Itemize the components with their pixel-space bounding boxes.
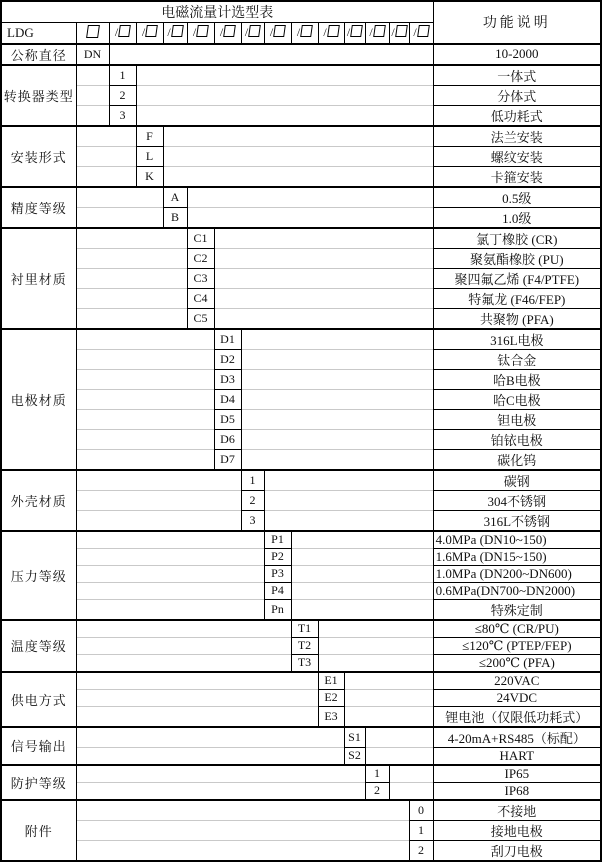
gap-cell	[76, 654, 291, 672]
slot-slash: /	[114, 25, 119, 40]
gap-cell	[291, 599, 433, 620]
category-label: 转换器类型	[1, 65, 76, 126]
code-cell: L	[136, 146, 163, 166]
gap-cell	[318, 654, 433, 672]
category-label: 精度等级	[1, 187, 76, 228]
function-cell: 24VDC	[433, 689, 601, 706]
table-row	[1, 820, 601, 840]
table-row	[1, 782, 601, 800]
gap-cell	[76, 672, 318, 690]
code-cell: 2	[365, 782, 389, 800]
gap-cell	[76, 765, 365, 783]
table-body	[1, 44, 601, 861]
code-cell: 3	[241, 510, 264, 531]
function-cell: 聚四氟乙烯 (F4/PTFE)	[433, 268, 601, 288]
gap-cell	[76, 800, 409, 821]
table-row	[1, 510, 601, 531]
code-cell: D4	[214, 389, 241, 409]
table-row	[1, 146, 601, 166]
gap-cell	[76, 689, 318, 706]
code-cell: D6	[214, 429, 241, 449]
function-cell: 220VAC	[433, 672, 601, 690]
gap-cell	[241, 429, 433, 449]
code-cell: D5	[214, 409, 241, 429]
gap-cell	[264, 510, 433, 531]
table-row	[1, 65, 601, 86]
function-cell: 氯丁橡胶 (CR)	[433, 228, 601, 249]
code-cell: P2	[264, 548, 291, 565]
function-cell: 特氟龙 (F46/FEP)	[433, 288, 601, 308]
code-cell: T2	[291, 637, 318, 654]
category-label: 公称直径	[1, 44, 76, 65]
gap-cell	[76, 565, 264, 582]
function-cell: IP65	[433, 765, 601, 783]
code-cell: E2	[318, 689, 344, 706]
model-slot-cell	[409, 23, 433, 44]
table-row	[1, 747, 601, 765]
model-box-cell	[76, 23, 109, 44]
model-box-icon	[86, 25, 100, 38]
gap-cell	[76, 187, 163, 208]
function-cell: 10-2000	[433, 44, 601, 65]
model-slot-cell	[291, 23, 318, 44]
model-slot-cell	[187, 23, 214, 44]
code-cell: T3	[291, 654, 318, 672]
code-cell: 2	[241, 490, 264, 510]
category-label: 电极材质	[1, 329, 76, 470]
model-slot-box-icon	[273, 25, 286, 37]
gap-cell	[389, 765, 433, 783]
table-row	[1, 565, 601, 582]
gap-cell	[365, 747, 433, 765]
code-cell: C2	[187, 248, 214, 268]
slot-slash: /	[219, 25, 224, 40]
gap-cell	[76, 582, 264, 599]
function-cell: ≤120℃ (PTEP/FEP)	[433, 637, 601, 654]
gap-cell	[214, 268, 433, 288]
model-slot-box-icon	[300, 25, 313, 37]
gap-cell	[76, 308, 187, 329]
gap-cell	[163, 146, 433, 166]
model-slot-box-icon	[395, 25, 408, 37]
gap-cell	[291, 531, 433, 549]
code-cell: 1	[241, 470, 264, 491]
slot-slash: /	[141, 25, 146, 40]
code-cell: E1	[318, 672, 344, 690]
slot-slash: /	[269, 25, 274, 40]
table-row	[1, 166, 601, 187]
gap-cell	[365, 727, 433, 748]
function-column-header: 功能说明	[433, 1, 601, 44]
slot-slash: /	[391, 25, 395, 40]
model-slot-cell	[214, 23, 241, 44]
category-label: 安装形式	[1, 126, 76, 187]
gap-cell	[344, 689, 433, 706]
gap-cell	[241, 409, 433, 429]
gap-cell	[76, 126, 136, 147]
function-cell: 304不锈钢	[433, 490, 601, 510]
function-cell: 接地电极	[433, 820, 601, 840]
gap-cell	[214, 308, 433, 329]
code-cell: D7	[214, 449, 241, 470]
model-slot-cell	[241, 23, 264, 44]
table-row	[1, 620, 601, 638]
model-slot-cell	[389, 23, 409, 44]
model-slot-box-icon	[223, 25, 236, 37]
code-cell: 1	[109, 65, 136, 86]
model-prefix: LDG	[1, 23, 76, 44]
gap-cell	[76, 747, 344, 765]
function-cell: 卡箍安装	[433, 166, 601, 187]
table-row	[1, 228, 601, 249]
gap-cell	[241, 369, 433, 389]
function-cell: 0.5级	[433, 187, 601, 208]
table-row	[1, 654, 601, 672]
slot-slash: /	[192, 25, 197, 40]
gap-cell	[344, 706, 433, 727]
table-row	[1, 672, 601, 690]
table-row	[1, 449, 601, 470]
category-label: 压力等级	[1, 531, 76, 620]
function-cell: ≤80℃ (CR/PU)	[433, 620, 601, 638]
code-cell: D3	[214, 369, 241, 389]
table-row	[1, 126, 601, 147]
gap-cell	[389, 782, 433, 800]
gap-cell	[76, 490, 241, 510]
code-cell: 0	[409, 800, 433, 821]
gap-cell	[291, 582, 433, 599]
function-cell: 哈C电极	[433, 389, 601, 409]
gap-cell	[241, 329, 433, 350]
slot-slash: /	[346, 25, 351, 40]
code-cell: P4	[264, 582, 291, 599]
gap-cell	[241, 389, 433, 409]
function-cell: 316L电极	[433, 329, 601, 350]
gap-cell	[136, 105, 433, 126]
function-cell: 共聚物 (PFA)	[433, 308, 601, 329]
code-cell: Pn	[264, 599, 291, 620]
function-cell: 4.0MPa (DN10~150)	[433, 531, 601, 549]
gap-cell	[76, 166, 136, 187]
table-row	[1, 349, 601, 369]
slot-slash: /	[323, 25, 327, 40]
model-slot-box-icon	[118, 25, 131, 37]
code-cell: B	[163, 207, 187, 228]
gap-cell	[76, 207, 163, 228]
function-cell: 钛合金	[433, 349, 601, 369]
model-slot-cell	[344, 23, 365, 44]
gap-cell	[76, 637, 291, 654]
function-cell: 特殊定制	[433, 599, 601, 620]
gap-cell	[241, 349, 433, 369]
function-cell: 不接地	[433, 800, 601, 821]
gap-cell	[76, 449, 214, 470]
table-row	[1, 207, 601, 228]
function-cell: 4-20mA+RS485（标配）	[433, 727, 601, 748]
code-cell: E3	[318, 706, 344, 727]
slot-slash: /	[369, 25, 373, 40]
table-row	[1, 582, 601, 599]
model-slot-box-icon	[248, 25, 261, 37]
gap-cell	[318, 637, 433, 654]
category-label: 外壳材质	[1, 470, 76, 531]
function-cell: 1.6MPa (DN15~150)	[433, 548, 601, 565]
gap-cell	[76, 429, 214, 449]
gap-cell	[241, 449, 433, 470]
table-row	[1, 706, 601, 727]
table-row	[1, 840, 601, 861]
gap-cell	[136, 85, 433, 105]
table-row	[1, 308, 601, 329]
table-row	[1, 44, 601, 65]
code-cell: F	[136, 126, 163, 147]
code-cell: C4	[187, 288, 214, 308]
function-cell: 低功耗式	[433, 105, 601, 126]
code-cell: D2	[214, 349, 241, 369]
gap-cell	[214, 248, 433, 268]
model-slot-box-icon	[171, 25, 184, 37]
table-row	[1, 548, 601, 565]
gap-cell	[76, 65, 109, 86]
table-row	[1, 689, 601, 706]
table-row	[1, 187, 601, 208]
function-cell: 1.0MPa (DN200~DN600)	[433, 565, 601, 582]
model-slot-cell	[163, 23, 187, 44]
gap-cell	[76, 349, 214, 369]
gap-cell	[264, 490, 433, 510]
model-slot-cell	[109, 23, 136, 44]
code-cell: 2	[409, 840, 433, 861]
gap-cell	[163, 166, 433, 187]
gap-cell	[76, 409, 214, 429]
table-row	[1, 329, 601, 350]
gap-cell	[76, 599, 264, 620]
model-slot-cell	[365, 23, 389, 44]
function-cell: 法兰安装	[433, 126, 601, 147]
function-cell: 碳钢	[433, 470, 601, 491]
table-row	[1, 531, 601, 549]
gap-cell	[214, 288, 433, 308]
model-slot-box-icon	[350, 25, 363, 37]
gap-cell	[109, 44, 433, 65]
table-row	[1, 637, 601, 654]
category-label: 防护等级	[1, 765, 76, 800]
code-cell: T1	[291, 620, 318, 638]
code-cell: S2	[344, 747, 365, 765]
gap-cell	[76, 548, 264, 565]
table-row	[1, 429, 601, 449]
slot-slash: /	[167, 25, 171, 40]
code-cell: D1	[214, 329, 241, 350]
gap-cell	[318, 620, 433, 638]
table-row	[1, 389, 601, 409]
gap-cell	[291, 548, 433, 565]
code-cell: P1	[264, 531, 291, 549]
function-cell: 碳化钨	[433, 449, 601, 470]
table-row	[1, 800, 601, 821]
function-cell: ≤200℃ (PFA)	[433, 654, 601, 672]
gap-cell	[291, 565, 433, 582]
category-label: 供电方式	[1, 672, 76, 727]
title-row	[1, 1, 601, 23]
gap-cell	[76, 706, 318, 727]
gap-cell	[76, 85, 109, 105]
table-row	[1, 727, 601, 748]
page-title: 电磁流量计选型表	[1, 1, 433, 23]
gap-cell	[76, 820, 409, 840]
gap-cell	[76, 470, 241, 491]
slot-slash: /	[413, 25, 417, 40]
gap-cell	[264, 470, 433, 491]
category-label: 信号输出	[1, 727, 76, 765]
gap-cell	[136, 65, 433, 86]
code-cell: C1	[187, 228, 214, 249]
table-row	[1, 369, 601, 389]
category-label: 附件	[1, 800, 76, 861]
category-label: 衬里材质	[1, 228, 76, 329]
model-slot-box-icon	[196, 25, 209, 37]
gap-cell	[76, 228, 187, 249]
function-cell: 1.0级	[433, 207, 601, 228]
code-cell: C3	[187, 268, 214, 288]
table-row	[1, 85, 601, 105]
model-slot-cell	[318, 23, 344, 44]
gap-cell	[214, 228, 433, 249]
model-slot-box-icon	[373, 25, 386, 37]
gap-cell	[76, 840, 409, 861]
gap-cell	[76, 510, 241, 531]
gap-cell	[76, 105, 109, 126]
slot-slash: /	[244, 25, 249, 40]
function-cell: 分体式	[433, 85, 601, 105]
function-cell: 316L不锈钢	[433, 510, 601, 531]
model-slot-box-icon	[327, 25, 340, 37]
gap-cell	[76, 288, 187, 308]
code-cell: DN	[76, 44, 109, 65]
function-cell: 一体式	[433, 65, 601, 86]
table-row	[1, 248, 601, 268]
code-cell: 1	[365, 765, 389, 783]
table-row	[1, 765, 601, 783]
gap-cell	[76, 727, 344, 748]
table-row	[1, 409, 601, 429]
gap-cell	[76, 620, 291, 638]
model-slot-cell	[264, 23, 291, 44]
function-cell: 聚氨酯橡胶 (PU)	[433, 248, 601, 268]
code-cell: 1	[409, 820, 433, 840]
function-cell: 锂电池（仅限低功耗式）	[433, 706, 601, 727]
code-cell: K	[136, 166, 163, 187]
function-cell: 铂铱电极	[433, 429, 601, 449]
gap-cell	[76, 329, 214, 350]
table-row	[1, 288, 601, 308]
slot-slash: /	[296, 25, 301, 40]
gap-cell	[76, 369, 214, 389]
gap-cell	[76, 782, 365, 800]
table-row	[1, 599, 601, 620]
table-row	[1, 268, 601, 288]
code-cell: 3	[109, 105, 136, 126]
gap-cell	[76, 531, 264, 549]
code-cell: 2	[109, 85, 136, 105]
model-slot-box-icon	[417, 25, 430, 37]
function-cell: HART	[433, 747, 601, 765]
function-cell: IP68	[433, 782, 601, 800]
gap-cell	[163, 126, 433, 147]
code-cell: C5	[187, 308, 214, 329]
category-label: 温度等级	[1, 620, 76, 672]
function-cell: 钽电极	[433, 409, 601, 429]
gap-cell	[76, 248, 187, 268]
model-slot-cell	[136, 23, 163, 44]
gap-cell	[76, 146, 136, 166]
table-row	[1, 490, 601, 510]
gap-cell	[187, 187, 433, 208]
function-cell: 0.6MPa(DN700~DN2000)	[433, 582, 601, 599]
code-cell: P3	[264, 565, 291, 582]
table-row	[1, 105, 601, 126]
function-cell: 螺纹安装	[433, 146, 601, 166]
gap-cell	[76, 268, 187, 288]
function-cell: 刮刀电极	[433, 840, 601, 861]
gap-cell	[344, 672, 433, 690]
code-cell: A	[163, 187, 187, 208]
model-slot-box-icon	[145, 25, 158, 37]
function-cell: 哈B电极	[433, 369, 601, 389]
gap-cell	[187, 207, 433, 228]
table-row	[1, 470, 601, 491]
code-cell: S1	[344, 727, 365, 748]
gap-cell	[76, 389, 214, 409]
